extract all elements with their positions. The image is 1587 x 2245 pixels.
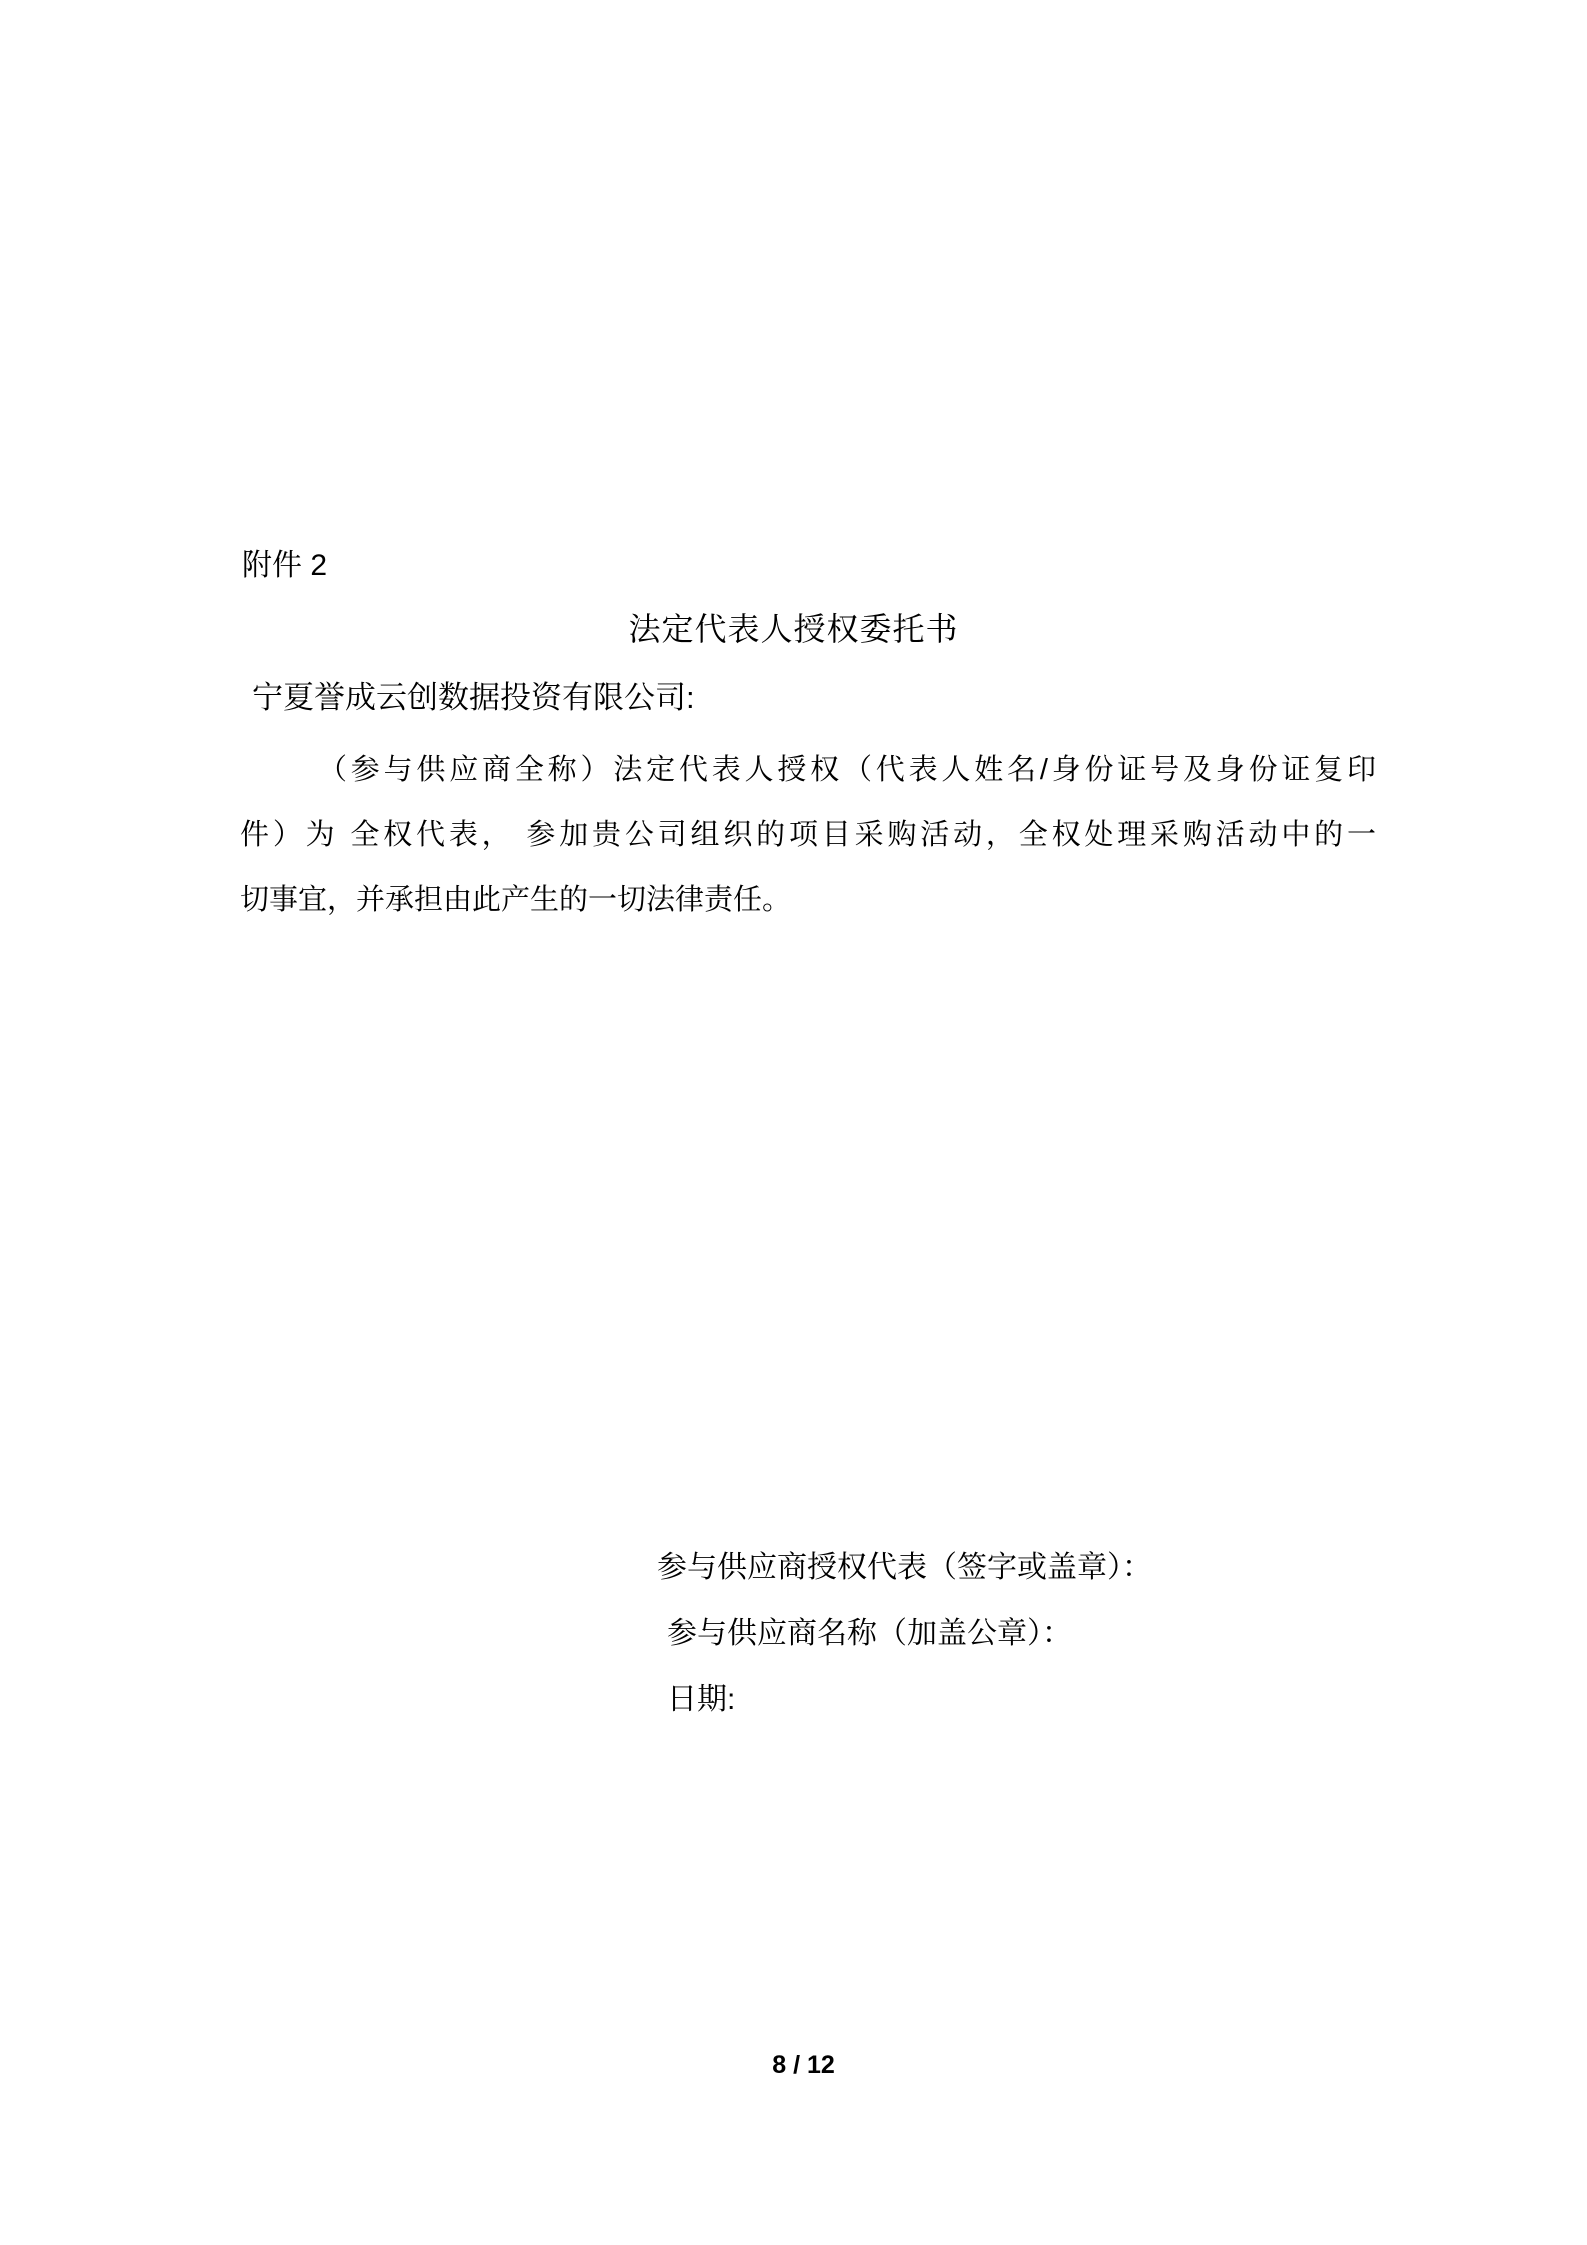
page-number: 8 / 12 (772, 2051, 835, 2079)
document-title: 法定代表人授权委托书 (628, 611, 959, 647)
signature-authorized-representative-line: 参与供应商授权代表（签字或盖章）： (657, 1551, 1152, 1584)
signature-block (657, 1535, 1152, 1733)
body-line-3: 切事宜，并承担由此产生的一切法律责任。 (240, 884, 792, 916)
signature-supplier-name-line: 参与供应商名称（加盖公章）： (667, 1617, 1072, 1650)
attachment-label: 附件 2 (242, 549, 328, 582)
body-line-2: 件）为 全权代表， 参加贵公司组织的项目采购活动，全权处理采购活动中的一 (240, 819, 1376, 851)
signature-date-line: 日期: (667, 1683, 736, 1716)
addressee-line: 宁夏誉成云创数据投资有限公司: (252, 680, 695, 715)
body-line-1: （参与供应商全称）法定代表人授权（代表人姓名/身份证号及身份证复印 (318, 754, 1376, 786)
body-paragraph (240, 738, 1376, 933)
